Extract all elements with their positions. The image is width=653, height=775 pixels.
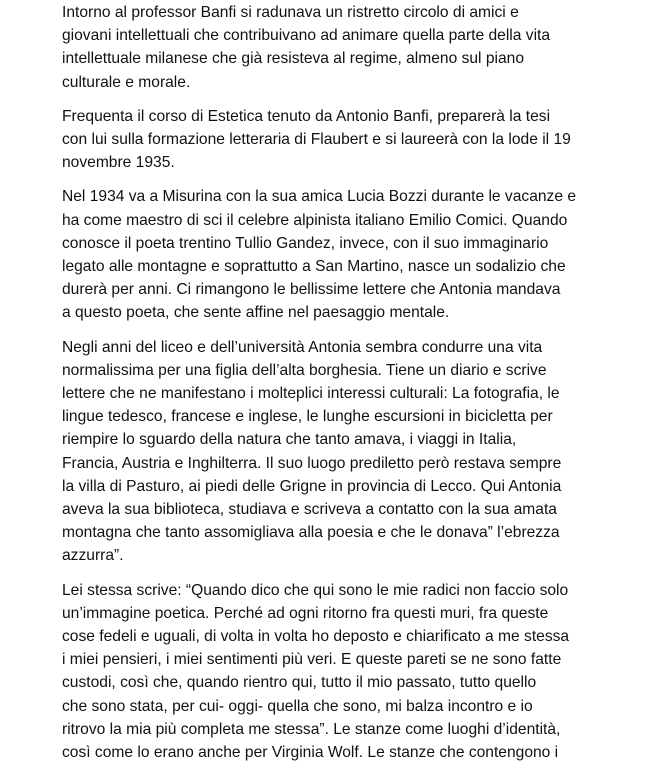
- text-line: custodi, così che, quando rientro qui, tutto il mio passato, tutto quello: [62, 674, 537, 692]
- text-line: legato alle montagne e soprattutto a San Martino, nasce un sodalizio che: [62, 258, 566, 276]
- text-line: lingue tedesco, francese e inglese, le lunghe escursioni in bicicletta per: [62, 408, 553, 426]
- text-line: così come lo erano anche per Virginia Wolf. Le stanze che contengono i: [62, 744, 559, 762]
- text-line: lettere che ne manifestano i molteplici interessi culturali: La fotografia, le: [62, 385, 560, 403]
- text-line: Nel 1934 va a Misurina con la sua amica Lucia Bozzi durante le vacanze e: [62, 188, 577, 206]
- text-line: montagna che tanto assomigliava alla poesia e che le donava” l’ebrezza: [62, 524, 560, 542]
- text-line: i miei pensieri, i miei sentimenti più veri. E queste pareti se ne sono fatte: [62, 651, 562, 669]
- text-line: Francia, Austria e Inghilterra. Il suo luogo prediletto però restava sempre: [62, 454, 562, 472]
- text-line: durerà per anni. Ci rimangono le bellissime lettere che Antonia mandava: [62, 281, 561, 299]
- text-line: un’immagine poetica. Perché ad ogni ritorno fra questi muri, fra queste: [62, 604, 549, 622]
- text-line: ha come maestro di sci il celebre alpinista italiano Emilio Comici. Quando: [62, 211, 568, 229]
- text-line: culturale e morale.: [62, 73, 191, 91]
- text-line: giovani intellettuali che contribuivano ad animare quella parte della vita: [62, 27, 551, 45]
- text-line: la villa di Pasturo, ai piedi delle Grigne in provincia di Lecco. Qui Antonia: [62, 477, 562, 495]
- text-line: azzurra”.: [62, 547, 124, 565]
- paragraph-5: [62, 579, 622, 765]
- text-line: Lei stessa scrive: “Quando dico che qui sono le mie radici non faccio solo: [62, 581, 569, 599]
- text-line: conosce il poeta trentino Tullio Gandez, invece, con il suo immaginario: [62, 234, 549, 252]
- text-line: aveva la sua biblioteca, studiava e scriveva a contatto con la sua amata: [62, 501, 557, 519]
- text-line: Intorno al professor Banfi si radunava un ristretto circolo di amici e: [62, 4, 519, 21]
- paragraph-1: [62, 1, 622, 94]
- text-line: ritrovo la mia più completa me stessa”. Le stanze come luoghi d’identità,: [62, 720, 561, 738]
- text-line: Frequenta il corso di Estetica tenuto da Antonio Banfi, preparerà la tesi: [62, 107, 551, 125]
- text-line: normalissima per una figlia dell’alta borghesia. Tiene un diario e scrive: [62, 361, 547, 379]
- text-line: con lui sulla formazione letteraria di Flaubert e si laureerà con la lode il 19: [62, 131, 571, 149]
- text-line: a questo poeta, che sente affine nel paesaggio mentale.: [62, 304, 450, 322]
- paragraph-3: [62, 185, 622, 324]
- paragraph-2: [62, 105, 622, 175]
- text-line: Negli anni del liceo e dell’università Antonia sembra condurre una vita: [62, 338, 543, 356]
- text-line: novembre 1935.: [62, 154, 175, 172]
- paragraph-4: [62, 336, 622, 568]
- text-line: riempire lo sguardo della natura che tanto amava, i viaggi in Italia,: [62, 431, 517, 449]
- text-line: che sono stata, per cui- oggi- quella che sono, mi balza incontro e io: [62, 697, 533, 715]
- text-line: intellettuale milanese che già resisteva al regime, almeno sul piano: [62, 50, 525, 68]
- document-page: [62, 1, 622, 775]
- text-line: cose fedeli e uguali, di volta in volta ho deposto e chiarificato a me stessa: [62, 628, 570, 646]
